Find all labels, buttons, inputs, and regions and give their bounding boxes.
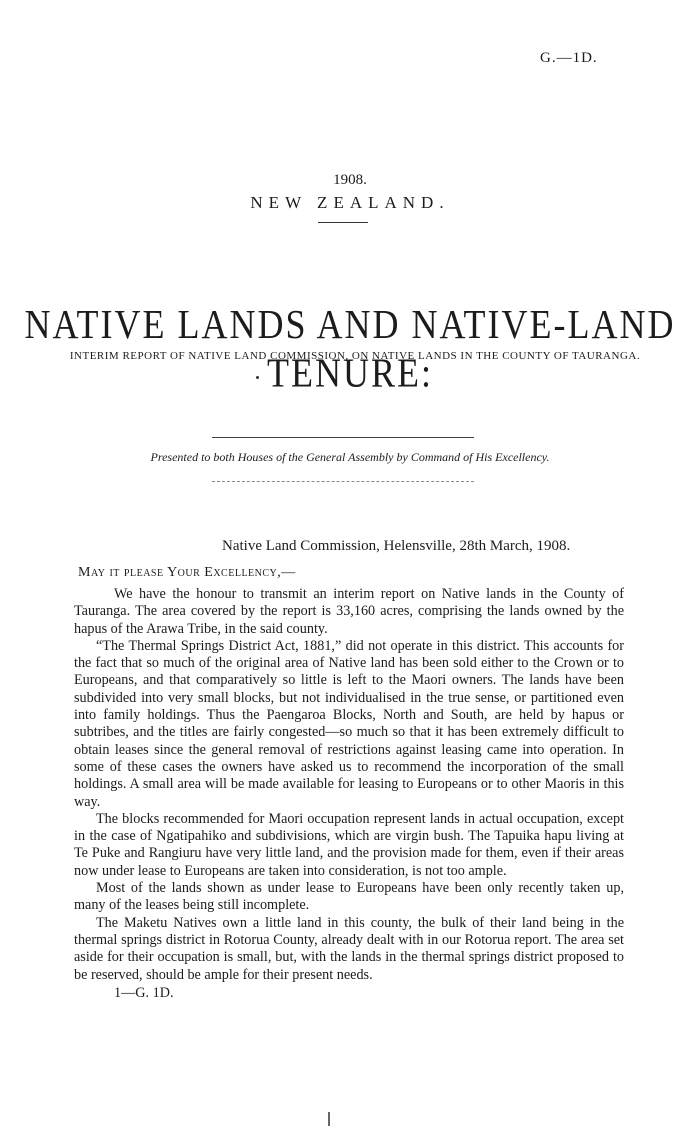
document-title: NATIVE LANDS AND NATIVE-LAND TENURE: — [24, 301, 676, 396]
paragraph: “The Thermal Springs District Act, 1881,” did not operate in this district. This accounts for the fact that so much of the original area of Native land has been sold either to the Crown or to Europeans, and that comparatively so little is left to the Maori owners. The lands have been subdivided into very small blocks, but not individualised in the true sense, or partitioned even into family holdings. Thus the Paengaroa Blocks, North and South, are held by hapus or subtribes, and the titles are fairly congested—so much so that it has been extremely difficult to obtain leases since the general removal of restrictions against leasing came into operation. In some of these cases the owners have asked us to recommend the incorporation of the small holdings. A small area will be made available for leasing to Europeans or to other Maoris in this way. — [74, 637, 624, 810]
divider-rule — [212, 437, 474, 438]
paragraph: Most of the lands shown as under lease to Europeans have been only recently taken up, many of the leases being still incomplete. — [74, 880, 624, 914]
presentation-note: Presented to both Houses of the General Assembly by Command of His Excellency. — [150, 450, 550, 464]
page-reference: 1—G. 1D. — [114, 984, 174, 1001]
letter-body — [74, 586, 624, 1002]
paragraph: The blocks recommended for Maori occupation represent lands in actual occupation, except in the case of Ngatipahiko and subdivisions, which are virgin bush. The Tapuika hapu living at Te Puke and Rangiuru have very little land, and the provision made for them, even if their areas now under lease to Europeans are taken into consideration, is not too ample. — [74, 810, 624, 879]
country-heading: NEW ZEALAND. — [250, 193, 450, 212]
divider-short — [318, 222, 368, 223]
year: 1908. — [333, 172, 367, 188]
print-mark — [328, 1112, 330, 1126]
document-reference: G.—1D. — [540, 50, 598, 66]
divider-dashed — [212, 481, 474, 482]
salutation: May it please Your Excellency,— — [78, 565, 296, 580]
dateline: Native Land Commission, Helensville, 28th March, 1908. — [222, 538, 571, 554]
paragraph: We have the honour to transmit an interim report on Native lands in the County of Tauranga. The area covered by the report is 33,160 acres, comprising the lands owned by the hapus of the Arawa Tribe, in the said county. — [74, 586, 624, 637]
paragraph: The Maketu Natives own a little land in this county, the bulk of their land being in the thermal springs district in Rotorua County, already dealt with in our Rotorua report. The area set aside for their occupation is small, but, with the lands in the thermal springs district proposed to be reserved, should be ample for their present needs. — [74, 914, 624, 983]
document-subtitle: INTERIM REPORT OF NATIVE LAND COMMISSION, ON NATIVE LANDS IN THE COUNTY OF TAURANGA. — [69, 350, 641, 362]
print-speck — [256, 376, 259, 379]
